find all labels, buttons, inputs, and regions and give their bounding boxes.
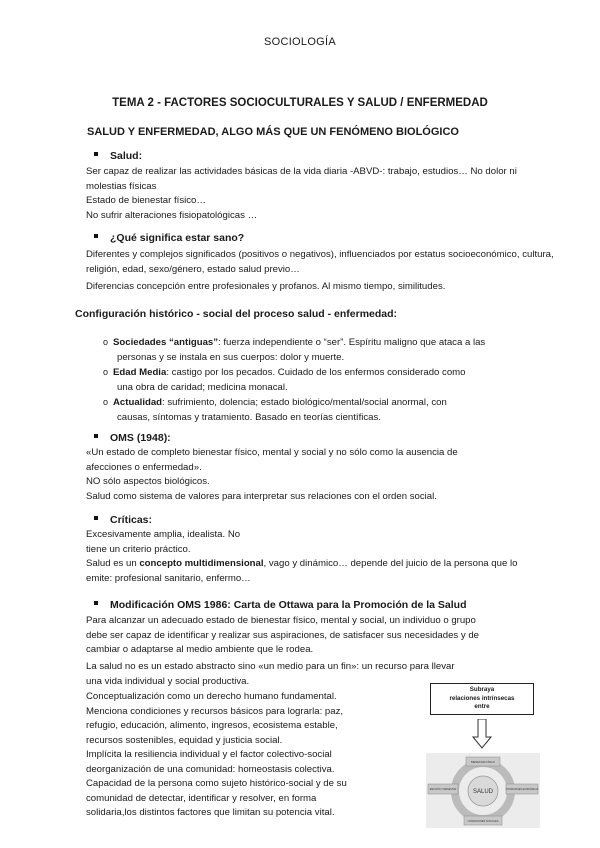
diagram-center-label: SALUD (472, 789, 494, 795)
bullet-square-icon (94, 152, 98, 156)
diagram-node-bottom: CONDICIONES SOCIALES (467, 820, 499, 823)
criticas-text: Excesivamente amplia, idealista. No tiene un criterio práctico. Salud es un concepto multidimensional, vago y dinámico… depende del juicio de la persona que lo emite: profesional sanitario, enfermo… (86, 529, 518, 584)
page-header: SOCIOLOGÍA (263, 36, 337, 48)
criticas-heading: Críticas: (94, 514, 152, 526)
ottawa-paragraph-2: La salud no es un estado abstracto sino «un medio para un fin»: un recurso para llevar una vida individual y social productiva. (86, 661, 455, 687)
config-heading: Configuración histórico - social del proceso salud - enfermedad: (75, 308, 398, 320)
circle-bullet-icon: o (103, 367, 109, 377)
circle-bullet-icon: o (103, 337, 109, 347)
bullet-square-icon (94, 234, 98, 238)
bullet-square-icon (94, 434, 98, 438)
ottawa-heading: Modificación OMS 1986: Carta de Ottawa para la Promoción de la Salud (94, 599, 467, 611)
que-sano-text: Diferentes y complejos significados (positivos o negativos), influenciados por estatus socioeconómico, cultura, religión, edad, sexo/género, estado salud previo… Diferencias concepción entre profesionales y profanos. Al mismo tiempo, similitudes. (86, 249, 554, 292)
diagram-node-left: EMOCIÓN Y BIENESTAR (429, 789, 457, 791)
health-relations-diagram (426, 683, 540, 828)
bullet-square-icon (94, 516, 98, 520)
bullet-square-icon (94, 601, 98, 605)
ottawa-paragraph-3: Conceptualización como un derecho humano fundamental. Menciona condiciones y recursos básicos para lograrla: paz, refugio, educación, alimento, ingresos, ecosistema estable, recursos sostenibles, equidad y justicia social. Implícita la resiliencia individual y el factor colectivo-social deorganización de una comunidad: homeostasis colectiva. Capacidad de la persona como sujeto histórico-social y de su comunidad de detectar, identificar y resolver, en forma solidaria,los distintos factores que limitan su potencia vital. (86, 691, 347, 818)
salud-text: Ser capaz de realizar las actividades básicas de la vida diaria -ABVD-: trabajo, estudios… No dolor ni molestias físicas Estado de bienestar físico… No sufrir alteraciones fisiopatológicas … (86, 166, 517, 221)
que-sano-heading: ¿Qué significa estar sano? (94, 232, 244, 244)
oms-text: «Un estado de completo bienestar físico, mental y social y no sólo como la ausencia de afecciones o enfermedad». NO sólo aspectos biológicos. Salud como sistema de valores para interpretar sus relaciones con el orden social. (86, 447, 458, 502)
diagram-caption-box: Subraya relaciones intrínsecas entre (430, 683, 534, 715)
ottawa-paragraph-1: Para alcanzar un adecuado estado de bienestar físico, mental y social, un individuo o grupo debe ser capaz de identificar y realizar sus aspiraciones, de satisfacer sus necesidades y de cambiar o adaptarse al medio ambiente que le rodea. (86, 615, 480, 655)
section-subtitle: SALUD Y ENFERMEDAD, ALGO MÁS QUE UN FENÓMENO BIOLÓGICO (87, 126, 459, 138)
diagram-node-right: CONDICIONES ECONÓMICAS (505, 789, 539, 791)
config-item-edad-media: o Edad Media: castigo por los pecados. Cuidado de los enfermos considerado como una obra de caridad; medicina monacal. (103, 367, 466, 393)
salud-heading: Salud: (94, 150, 142, 162)
document-title: TEMA 2 - FACTORES SOCIOCULTURALES Y SALUD / ENFERMEDAD (112, 97, 488, 109)
config-item-antiguas: o Sociedades “antiguas”: fuerza independiente o “ser”. Espíritu maligno que ataca a las personas y se instala en sus cuerpos: dolor y muerte. (103, 337, 486, 363)
salud-cycle-graphic (426, 753, 540, 828)
config-item-actualidad: o Actualidad: sufrimiento, dolencia; estado biológico/mental/social anormal, con causas, síntomas y tratamiento. Basado en teorías científicas. (103, 397, 447, 423)
diagram-node-top: BIENESTAR FÍSICO (471, 761, 495, 764)
circle-bullet-icon: o (103, 397, 109, 407)
down-arrow-icon (472, 719, 492, 749)
oms-heading: OMS (1948): (94, 432, 171, 444)
